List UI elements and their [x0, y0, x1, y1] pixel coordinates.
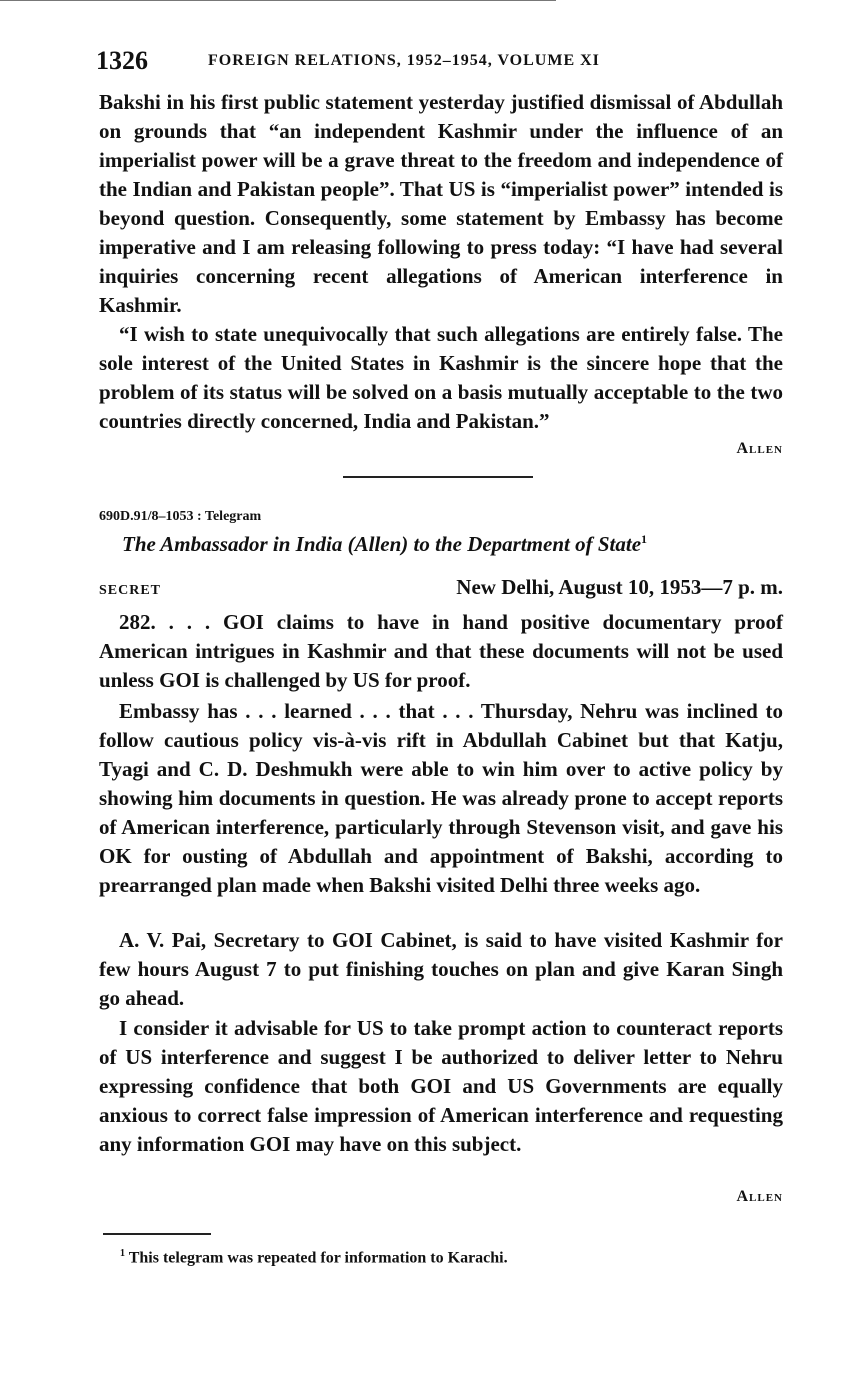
document-title-text: The Ambassador in India (Allen) to the Department of State	[122, 532, 642, 556]
footnote-rule	[103, 1233, 211, 1235]
classification-label: SECRET	[99, 583, 162, 598]
footnote	[120, 1248, 508, 1267]
running-head: FOREIGN RELATIONS, 1952–1954, VOLUME XI	[208, 52, 600, 69]
previous-document-paragraph-1: Bakshi in his first public statement yesterday justified dismissal of Abdullah on grounds that “an independent Kashmir under the influence of an imperialist power will be a grave threat to the freedom and independence of the Indian and Pakistan people”. That US is “imperialist power” intended is beyond question. Consequently, some statement by Embassy has become imperative and I am releasing following to press today: “I have had several inquiries concerning recent allegations of American interference in Kashmir.	[99, 90, 783, 317]
document-paragraph-2: Embassy has . . . learned . . . that . . . Thursday, Nehru was inclined to follow cautious policy vis-à-vis rift in Abdullah Cabinet but that Katju, Tyagi and C. D. Deshmukh were able to win him over to active policy by showing him documents in question. He was already prone to accept reports of American interference, particularly through Stevenson visit, and gave his OK for ousting of Abdullah and appointment of Bakshi, according to prearranged plan made when Bakshi visited Delhi three weeks ago.	[99, 699, 783, 897]
previous-document-paragraph-2: “I wish to state unequivocally that such allegations are entirely false. The sole interest of the United States in Kashmir is the sincere hope that the problem of its status will be solved on a basis mutually acceptable to the two countries directly concerned, India and Pakistan.”	[99, 322, 783, 433]
footnote-mark: 1	[120, 1248, 125, 1259]
page-header	[96, 46, 786, 80]
footnote-text: This telegram was repeated for information to Karachi.	[128, 1249, 508, 1267]
document-file-reference: 690D.91/8–1053 : Telegram	[99, 509, 262, 524]
document-signature: Allen	[736, 1188, 783, 1205]
section-divider	[343, 476, 533, 478]
previous-document-signature: Allen	[736, 440, 783, 457]
title-footnote-mark: 1	[641, 532, 648, 546]
document-paragraph-3: A. V. Pai, Secretary to GOI Cabinet, is said to have visited Kashmir for few hours August 7 to put finishing touches on plan and give Karan Singh go ahead.	[99, 928, 783, 1010]
document-paragraph-1: 282. . . . GOI claims to have in hand positive documentary proof American intrigues in Kashmir and that these documents will not be used unless GOI is challenged by US for proof.	[99, 610, 783, 692]
page-number: 1326	[96, 46, 148, 75]
document-title	[122, 532, 647, 557]
document-paragraph-4: I consider it advisable for US to take prompt action to counteract reports of US interference and suggest I be authorized to deliver letter to Nehru expressing confidence that both GOI and US Governments are equally anxious to correct false impression of American interference and requesting any information GOI may have on this subject.	[99, 1016, 783, 1156]
dateline: New Delhi, August 10, 1953—7 p. m.	[456, 575, 783, 599]
top-border-line	[0, 0, 556, 1]
